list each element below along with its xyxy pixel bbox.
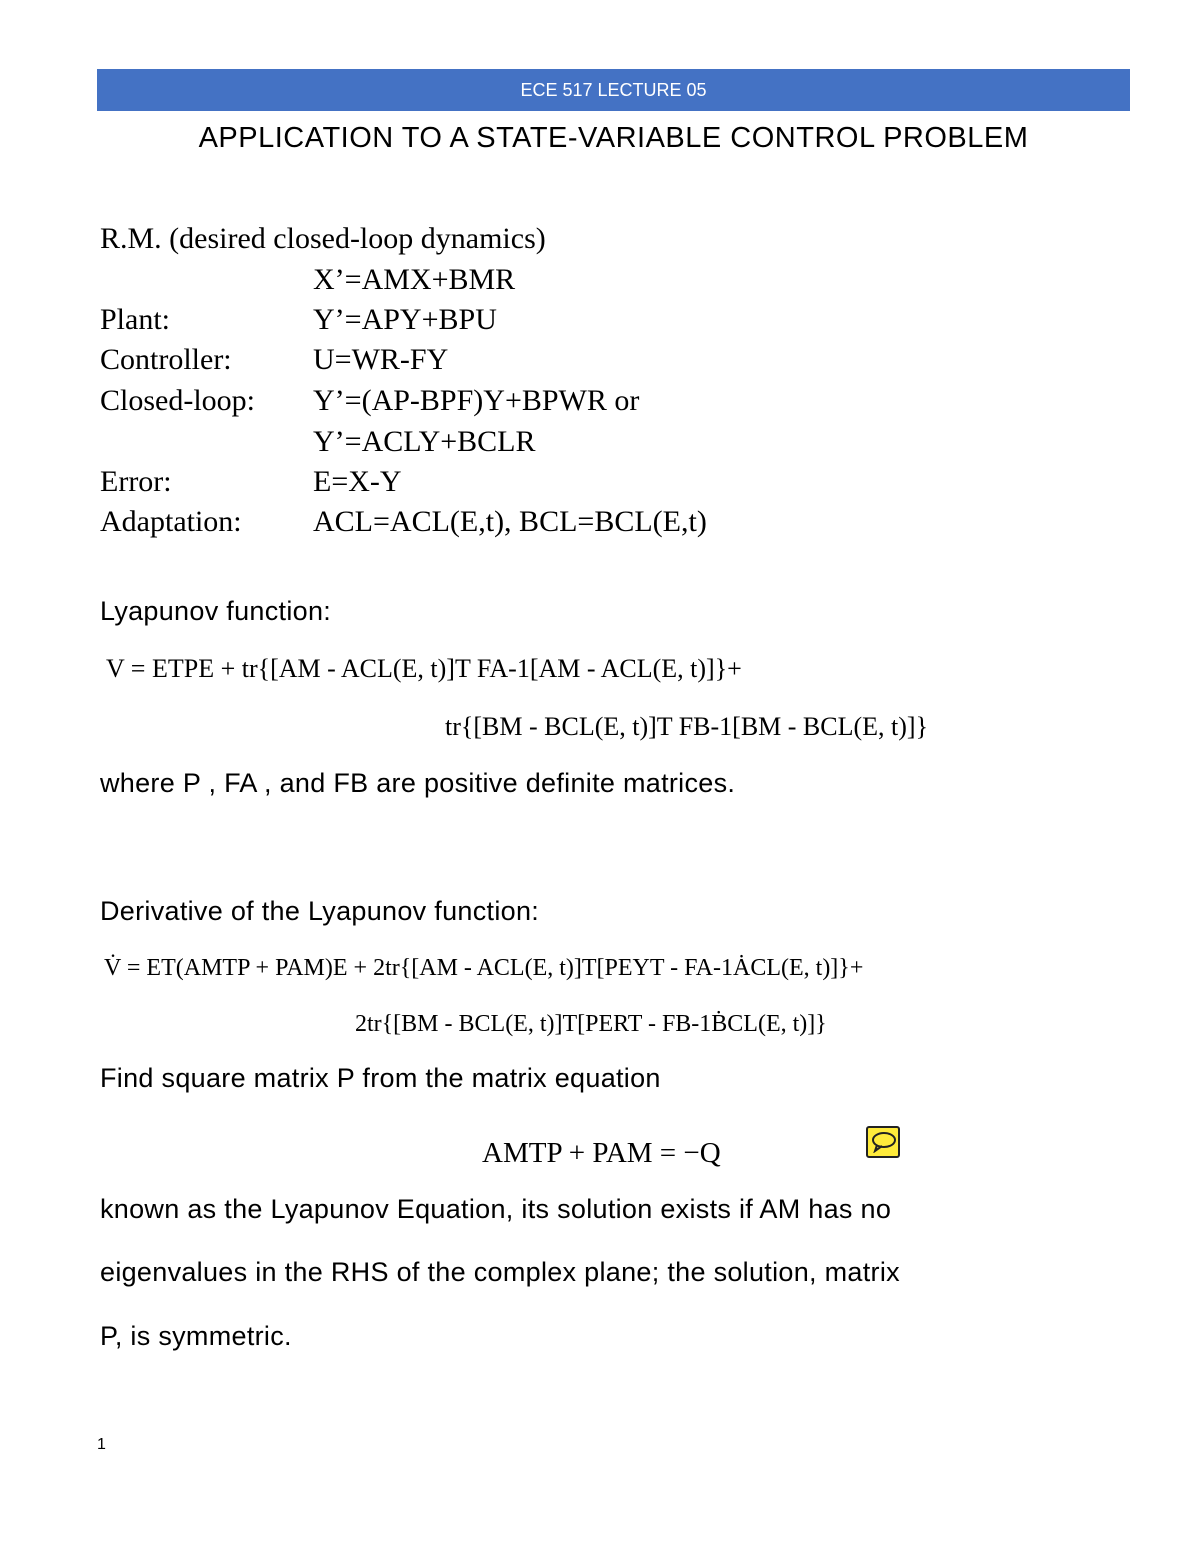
derivative-equation-1: V̇ = ET(AMTP + PAM)E + 2tr{[AM - ACL(E, t)]T[PEYT - FA-1ȦCL(E, t)]}+ <box>104 955 864 981</box>
page-number: 1 <box>97 1436 106 1453</box>
derivative-heading: Derivative of the Lyapunov function: <box>100 896 540 926</box>
plant-equation: Y’=APY+BPU <box>313 303 497 336</box>
find-heading: Find square matrix P from the matrix equation <box>100 1063 661 1093</box>
header-band <box>97 69 1130 111</box>
controller-label: Controller: <box>100 343 232 376</box>
error-equation: E=X-Y <box>313 465 402 498</box>
conclusion-line-2: eigenvalues in the RHS of the complex plane; the solution, matrix <box>100 1257 900 1287</box>
adaptation-equation: ACL=ACL(E,t), BCL=BCL(E,t) <box>313 505 707 538</box>
lyapunov-equation-2: tr{[BM - BCL(E, t)]T FB-1[BM - BCL(E, t)]} <box>445 712 929 741</box>
adaptation-label: Adaptation: <box>100 505 242 538</box>
derivative-equation-2: 2tr{[BM - BCL(E, t)]T[PERT - FB-1ḂCL(E, t)]} <box>355 1011 827 1037</box>
plant-label: Plant: <box>100 303 171 336</box>
conclusion-line-3: P, is symmetric. <box>100 1321 292 1351</box>
rm-label: R.M. (desired closed-loop dynamics) <box>100 222 546 255</box>
conclusion-line-1: known as the Lyapunov Equation, its solution exists if AM has no <box>100 1194 892 1224</box>
closed-loop-equation-2: Y’=ACLY+BCLR <box>313 425 536 458</box>
error-label: Error: <box>100 465 172 498</box>
lyapunov-equation-1: V = ETPE + tr{[AM - ACL(E, t)]T FA-1[AM - ACL(E, t)]}+ <box>106 654 742 683</box>
speech-bubble-icon <box>871 1131 897 1153</box>
closed-loop-equation: Y’=(AP-BPF)Y+BPWR or <box>313 384 640 417</box>
header-band-text: ECE 517 LECTURE 05 <box>520 80 707 100</box>
lyapunov-where: where P , FA , and FB are positive definite matrices. <box>100 768 736 798</box>
closed-loop-label: Closed-loop: <box>100 384 255 417</box>
comment-icon[interactable] <box>866 1126 900 1158</box>
lyapunov-heading: Lyapunov function: <box>100 596 332 626</box>
lyapunov-matrix-equation: AMTP + PAM = −Q <box>482 1137 721 1169</box>
page-title: APPLICATION TO A STATE-VARIABLE CONTROL PROBLEM <box>198 122 1029 154</box>
controller-equation: U=WR-FY <box>313 343 449 376</box>
rm-equation: X’=AMX+BMR <box>313 263 516 296</box>
